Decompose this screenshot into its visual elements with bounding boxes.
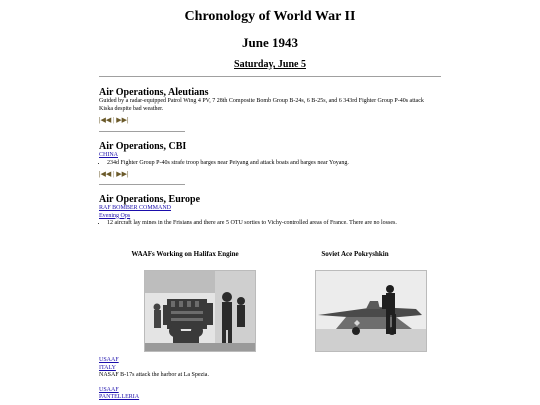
list-item: • 234d Fighter Group P-40s strafe troop barges near Peiyang and attack boats and barges near Yoyang. [107,160,439,168]
section-cbi [99,141,439,179]
bottom-section [99,357,439,402]
section-aleutians [99,87,439,125]
nav-separator: | [113,116,115,124]
pantelleria-link[interactable]: PANTELLERIA [99,394,140,400]
photo-caption-right: Soviet Ace Pokryshkin [321,250,389,258]
cbi-list [99,160,439,168]
month-heading: June 1943 [242,35,298,50]
nav-links [99,116,439,125]
next-link[interactable]: ▶▶| [116,170,129,178]
europe-list [99,220,439,228]
date-heading: Saturday, June 5 [234,59,306,70]
raf-bomber-command-link[interactable]: RAF BOMBER COMMAND [99,205,172,211]
pokryshkin-photo [315,270,427,352]
divider-short [99,184,185,185]
halifax-engine-image [145,271,255,351]
usaaf-link[interactable]: USAAF [99,357,119,363]
italy-text: NASAF B-17s attack the harbor at La Spezia. [99,372,209,378]
list-item: • 12 aircraft lay mines in the Frisians and there are 5 OTU sorties to Vichy-controlled areas of France. There are no losses. [107,220,439,228]
next-link[interactable]: ▶▶| [116,116,129,124]
prev-link[interactable]: |◀◀ [99,170,112,178]
section-title: Air Operations, Aleutians [99,87,209,98]
divider-top [99,76,441,77]
section-europe [99,194,439,228]
usaaf-link-2[interactable]: USAAF [99,386,119,393]
section-title: Air Operations, Europe [99,194,201,205]
section-text: Guided by a radar-equipped Patrol Wing 4 PV, 7 28th Composite Bomb Group B-24s, 6 B-25s, and 6 343rd Fighter Group P-40s attack Kiska despite bad weather. [99,98,424,112]
divider-short [99,131,185,132]
italy-link[interactable]: ITALY [99,364,116,371]
cbi-china-link[interactable]: CHINA [99,152,118,158]
page-title: Chronology of World War II [184,9,356,24]
nav-separator: | [113,170,115,178]
pokryshkin-image [316,271,426,351]
evening-ops-link[interactable]: Evening Ops [99,212,131,219]
halifax-engine-photo [144,270,256,352]
photo-caption-left: WAAFs Working on Halifax Engine [131,250,239,258]
prev-link[interactable]: |◀◀ [99,116,112,124]
nav-links [99,170,439,179]
section-title: Air Operations, CBI [99,141,187,152]
